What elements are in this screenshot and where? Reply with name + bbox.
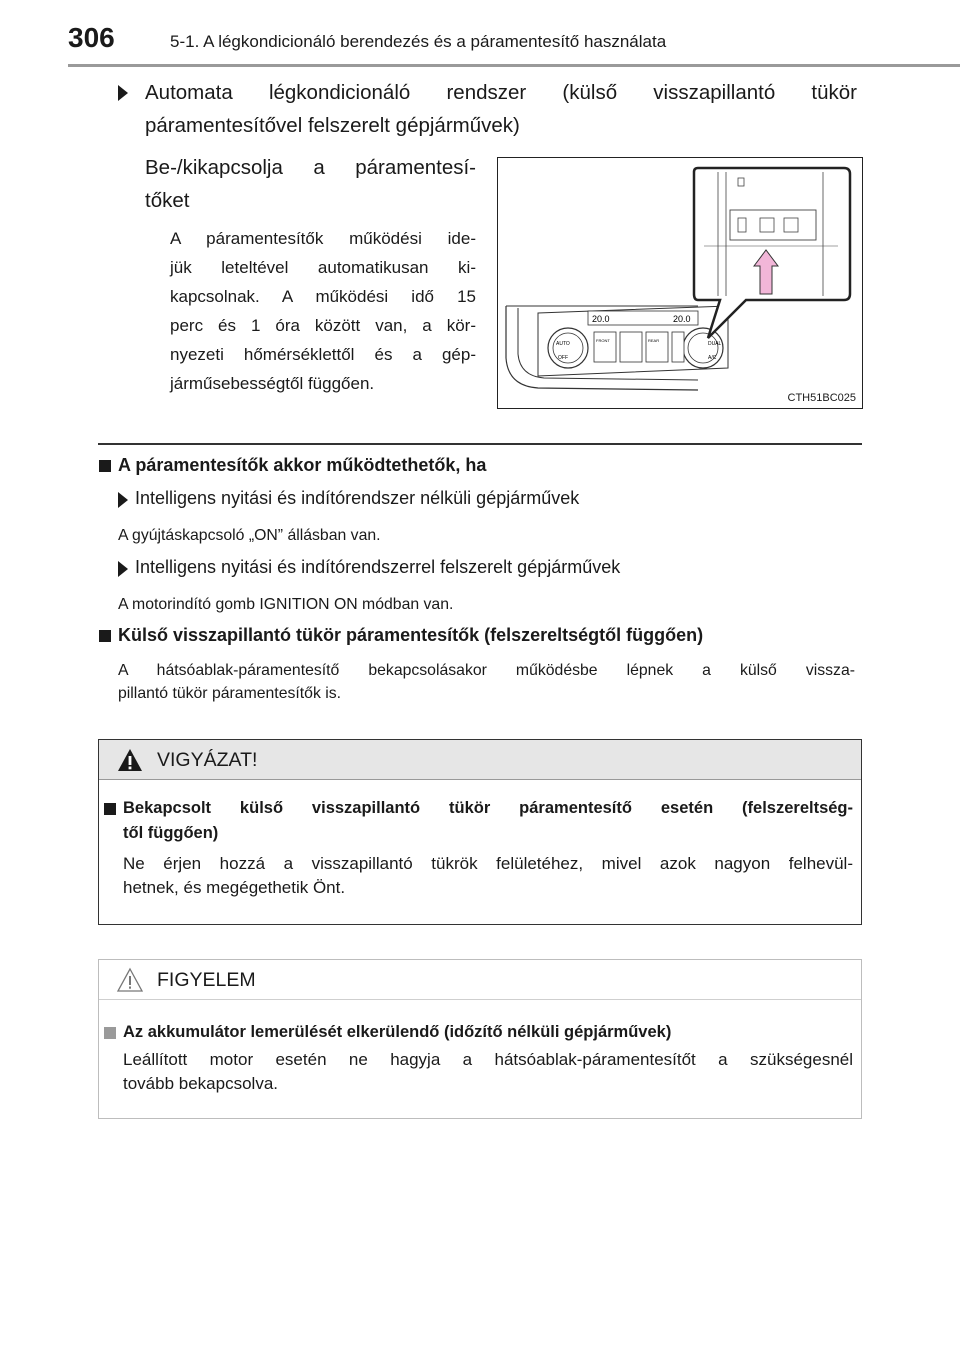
section-title-line2: páramentesítővel felszerelt gépjárművek) (145, 114, 520, 137)
square-bullet-icon (104, 1027, 116, 1039)
square-bullet-icon (104, 803, 116, 815)
triangle-bullet-icon (118, 492, 128, 508)
running-title: 5-1. A légkondicionáló berendezés és a páramentesítő használata (170, 32, 667, 51)
notice-title: FIGYELEM (157, 969, 256, 991)
front-label: FRONT (596, 338, 610, 343)
square-bullet-icon (99, 460, 111, 472)
figure-code: CTH51BC025 (787, 392, 856, 404)
mirror-text-line1: A hátsóablak-páramentesítő bekapcsolásakor működésbe lépnek a külső vissza- (118, 662, 855, 679)
ac-label: A/C (708, 355, 717, 361)
page-number: 306 (68, 22, 115, 53)
condition-label: Intelligens nyitási és indítórendszer nélküli gépjárművek (135, 488, 580, 508)
detail-line: A páramentesítők működési ide- (170, 229, 476, 248)
mirror-heading: Külső visszapillantó tükör páramentesítők (felszereltségtől függően) (118, 625, 704, 645)
rear-label: REAR (648, 338, 660, 343)
condition-note: A motorindító gomb IGNITION ON módban van. (118, 596, 454, 613)
notice-heading: Az akkumulátor lemerülését elkerülendő (időzítő nélküli gépjárművek) (123, 1023, 672, 1041)
detail-line: jük leteltével automatikusan ki- (170, 258, 476, 277)
dual-label: DUAL (708, 341, 722, 347)
temp-right-text: 20.0 (673, 314, 691, 324)
triangle-bullet-icon (118, 85, 128, 101)
conditions-heading: A páramentesítők akkor működtethetők, ha (118, 455, 487, 475)
section-title-line1: Automata légkondicionáló rendszer (külső visszapillantó tükör (145, 81, 857, 104)
detail-line: nyezeti hőmérséklettől és a gép- (170, 345, 476, 364)
notice-header (99, 960, 861, 1000)
detail-line: kapcsolnak. A működési idő 15 (170, 287, 476, 306)
detail-line: perc és 1 óra között van, a kör- (170, 316, 476, 335)
off-label: OFF (558, 355, 568, 361)
caution-text-line2: hetnek, és megégethetik Önt. (123, 878, 346, 897)
caution-heading-line1: Bekapcsolt külső visszapillantó tükör páramentesítő esetén (felszereltség- (123, 799, 853, 817)
notice-text-line2: tovább bekapcsolva. (123, 1074, 278, 1093)
auto-label: AUTO (556, 341, 570, 347)
climate-panel-illustration (498, 158, 862, 408)
notice-triangle-icon (116, 967, 144, 993)
caution-title: VIGYÁZAT! (157, 749, 258, 771)
caution-header (99, 740, 861, 780)
square-bullet-icon (99, 630, 111, 642)
mirror-text-line2: pillantó tükör páramentesítők is. (118, 685, 342, 702)
triangle-bullet-icon (118, 561, 128, 577)
notice-box (98, 959, 862, 1119)
climate-panel-figure (497, 157, 863, 409)
condition-label: Intelligens nyitási és indítórendszerrel felszerelt gépjárművek (135, 557, 621, 577)
notice-text-line1: Leállított motor esetén ne hagyja a hátsóablak-páramentesítőt a szükségesnél (123, 1050, 853, 1069)
detail-line: járműsebességtől függően. (170, 374, 375, 393)
section-divider (98, 443, 862, 445)
condition-note: A gyújtáskapcsoló „ON” állásban van. (118, 527, 381, 544)
instruction-line2: tőket (145, 189, 190, 212)
caution-text-line1: Ne érjen hozzá a visszapillantó tükrök felületéhez, mivel azok nagyon felhevül- (123, 854, 853, 873)
header-rule (68, 64, 960, 67)
caution-heading-line2: től függően) (123, 824, 219, 842)
warning-triangle-icon (116, 747, 144, 773)
instruction-line1: Be-/kikapcsolja a páramentesí- (145, 156, 476, 179)
caution-box (98, 739, 862, 925)
temp-left-text: 20.0 (592, 314, 610, 324)
